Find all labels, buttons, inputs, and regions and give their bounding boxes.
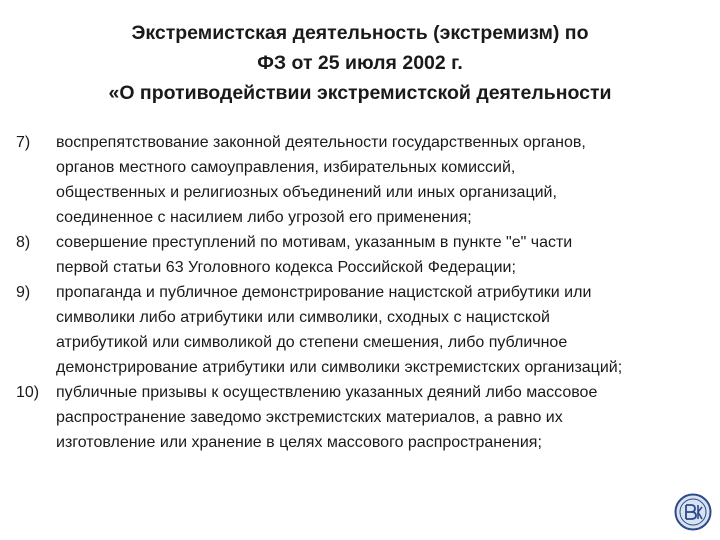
list-item-number: 7) xyxy=(16,134,31,151)
list-item-number: 9) xyxy=(16,284,31,301)
list-item xyxy=(16,380,716,455)
title-line: Экстремистская деятельность (экстремизм) по xyxy=(131,22,589,44)
list-item xyxy=(16,130,716,230)
list-item-line: распространение заведомо экстремистских материалов, а равно их xyxy=(56,409,563,426)
list-item-line: пропаганда и публичное демонстрирование нацистской атрибутики или xyxy=(56,284,592,301)
list-item-line: изготовление или хранение в целях массового распространения; xyxy=(56,434,542,451)
list-item xyxy=(16,280,716,380)
list-item-line: органов местного самоуправления, избирательных комиссий, xyxy=(56,159,516,176)
list-item-line: воспрепятствование законной деятельности государственных органов, xyxy=(56,134,586,151)
list-item-text xyxy=(56,130,716,230)
list-item xyxy=(16,230,716,280)
list-item-line: общественных и религиозных объединений или иных организаций, xyxy=(56,184,557,201)
list-item-line: соединенное с насилием либо угрозой его применения; xyxy=(56,209,472,226)
numbered-list xyxy=(16,130,716,455)
list-item-number: 8) xyxy=(16,234,31,251)
list-item-line: совершение преступлений по мотивам, указанным в пункте "е" части xyxy=(56,234,573,251)
slide-title xyxy=(60,18,660,108)
list-item-line: символики либо атрибутики или символики, сходных с нацистской xyxy=(56,309,550,326)
list-item-text xyxy=(56,280,716,380)
list-item-line: первой статьи 63 Уголовного кодекса Российской Федерации; xyxy=(56,259,516,276)
list-item-line: демонстрирование атрибутики или символики экстремистских организаций; xyxy=(56,359,623,376)
list-item-line: атрибутикой или символикой до степени смешения, либо публичное xyxy=(56,334,568,351)
title-line: «О противодействии экстремистской деятельности xyxy=(108,82,612,104)
university-emblem-icon xyxy=(674,493,712,531)
list-item-text xyxy=(56,380,716,455)
list-item-text xyxy=(56,230,716,280)
university-emblem-icon xyxy=(674,493,712,531)
list-item-line: публичные призывы к осуществлению указанных деяний либо массовое xyxy=(56,384,598,401)
list-item-number: 10) xyxy=(16,384,40,401)
title-line: ФЗ от 25 июля 2002 г. xyxy=(257,52,463,74)
